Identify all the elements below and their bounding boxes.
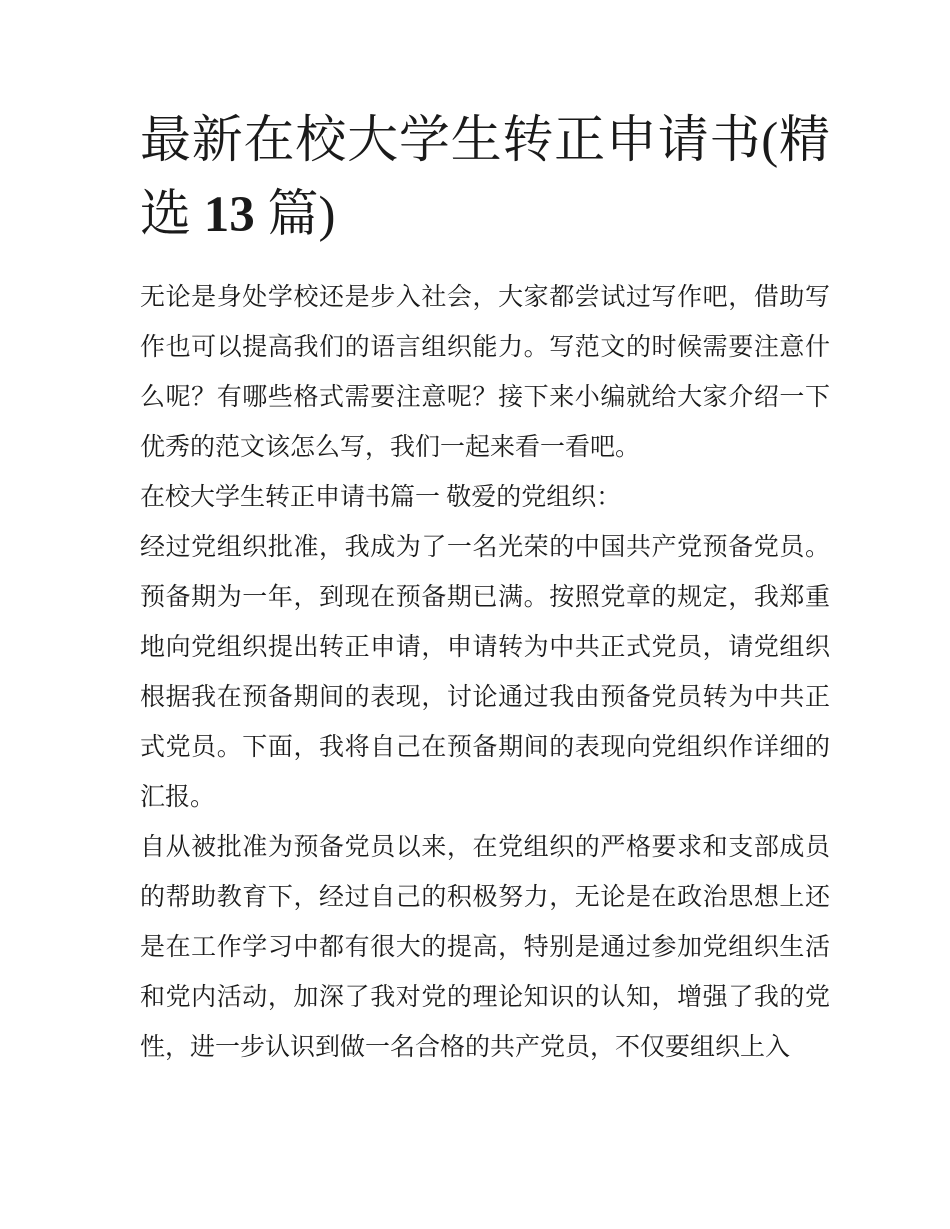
body-line: 优秀的范文该怎么写，我们一起来看一看吧。 bbox=[140, 434, 641, 461]
body-line: 地向党组织提出转正申请，申请转为中共正式党员，请党组织 bbox=[140, 634, 830, 661]
body-line: 无论是身处学校还是步入社会，大家都尝试过写作吧，借助写 bbox=[140, 284, 830, 311]
body-line: 预备期为一年，到现在预备期已满。按照党章的规定，我郑重 bbox=[140, 584, 830, 611]
title-run: 最新在校大学生转正申请书(精 bbox=[140, 113, 830, 169]
body-line: 的帮助教育下，经过自己的积极努力，无论是在政治思想上还 bbox=[140, 884, 830, 911]
document-content bbox=[140, 104, 830, 1073]
title-line bbox=[140, 104, 830, 178]
body-line: 在校大学生转正申请书篇一 敬爱的党组织： bbox=[140, 484, 622, 511]
body-line: 作也可以提高我们的语言组织能力。写范文的时候需要注意什 bbox=[140, 334, 830, 361]
body-line: 么呢？有哪些格式需要注意呢？接下来小编就给大家介绍一下 bbox=[140, 384, 830, 411]
document-title bbox=[140, 104, 830, 252]
title-run: 选 bbox=[140, 187, 192, 243]
body-line: 自从被批准为预备党员以来，在党组织的严格要求和支部成员 bbox=[140, 834, 830, 861]
body-line: 经过党组织批准，我成为了一名光荣的中国共产党预备党员。 bbox=[140, 534, 830, 561]
body-line: 性，进一步认识到做一名合格的共产党员，不仅要组织上入 bbox=[140, 1034, 791, 1061]
document-body bbox=[140, 273, 830, 1073]
body-line: 式党员。下面，我将自己在预备期间的表现向党组织作详细的 bbox=[140, 734, 830, 761]
body-line: 汇报。 bbox=[140, 784, 216, 811]
title-line bbox=[140, 178, 830, 252]
body-line: 根据我在预备期间的表现，讨论通过我由预备党员转为中共正 bbox=[140, 684, 830, 711]
title-run: 篇) bbox=[267, 187, 336, 243]
body-line: 是在工作学习中都有很大的提高，特别是通过参加党组织生活 bbox=[140, 934, 830, 961]
title-run-bold: 13 bbox=[191, 187, 268, 243]
body-line: 和党内活动，加深了我对党的理论知识的认知，增强了我的党 bbox=[140, 984, 830, 1011]
